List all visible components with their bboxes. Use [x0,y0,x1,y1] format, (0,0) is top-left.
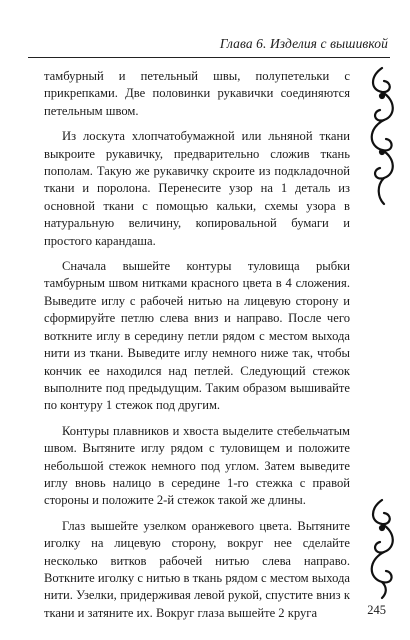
body-text [44,68,350,630]
swirl-ornament-icon [362,66,402,206]
chapter-header-title: Глава 6. Изделия с вышивкой [219,36,388,51]
paragraph: Из лоскута хлопчатобумажной или льняной ткани выкроите рукавичку, предварительно сложив ткань пополам. Такую же рукавичку скроите из подкладочной ткани и поролона. Перенесите узор на 1 деталь из основной ткани с помощью кальки, схемы узора в натуральную величину, копировальной бумаги и простого карандаша. [44,129,350,248]
paragraph: Контуры плавников и хвоста выделите стебельчатым швом. Вытяните иглу рядом с туловищем и положите небольшой стежок немного под углом. Затем выведите иглу вновь налицо в середине 1-го стежка с правой стороны и положите 2-й стежок такой же длины. [44,423,350,508]
paragraph: Глаз вышейте узелком оранжевого цвета. Вытяните иголку на лицевую сторону, вокруг нее сделайте несколько витков рабочей нитью слева направо. Воткните иголку с нитью в ткань рядом с местом выхода нити. Узелки, придерживая левой рукой, спустите вниз к ткани и затяните их. Вокруг глаза вышейте 2 круга [44,518,350,620]
page-number: 245 [367,603,386,617]
paragraph: Сначала вышейте контуры туловища рыбки тамбурным швом нитками красного цвета в 4 сложения. Выведите иглу с рабочей нитью на лицевую сторону и сформируйте петлю слева вниз и направо. После чего воткните иглу в середину петли рядом с местом выхода нити из ткани. Выведите иглу немного ниже так, чтобы кончик ее находился над петлей. Следующий стежок выполните под предыдущим. Таким образом вышивайте по контуру 1 стежок под другим. [44,259,350,413]
header-rule [28,57,390,58]
paragraph: тамбурный и петельный швы, полупетельки с прикрепками. Две половинки рукавички соединяются петельным швом. [44,69,350,118]
swirl-ornament-icon [362,498,402,600]
